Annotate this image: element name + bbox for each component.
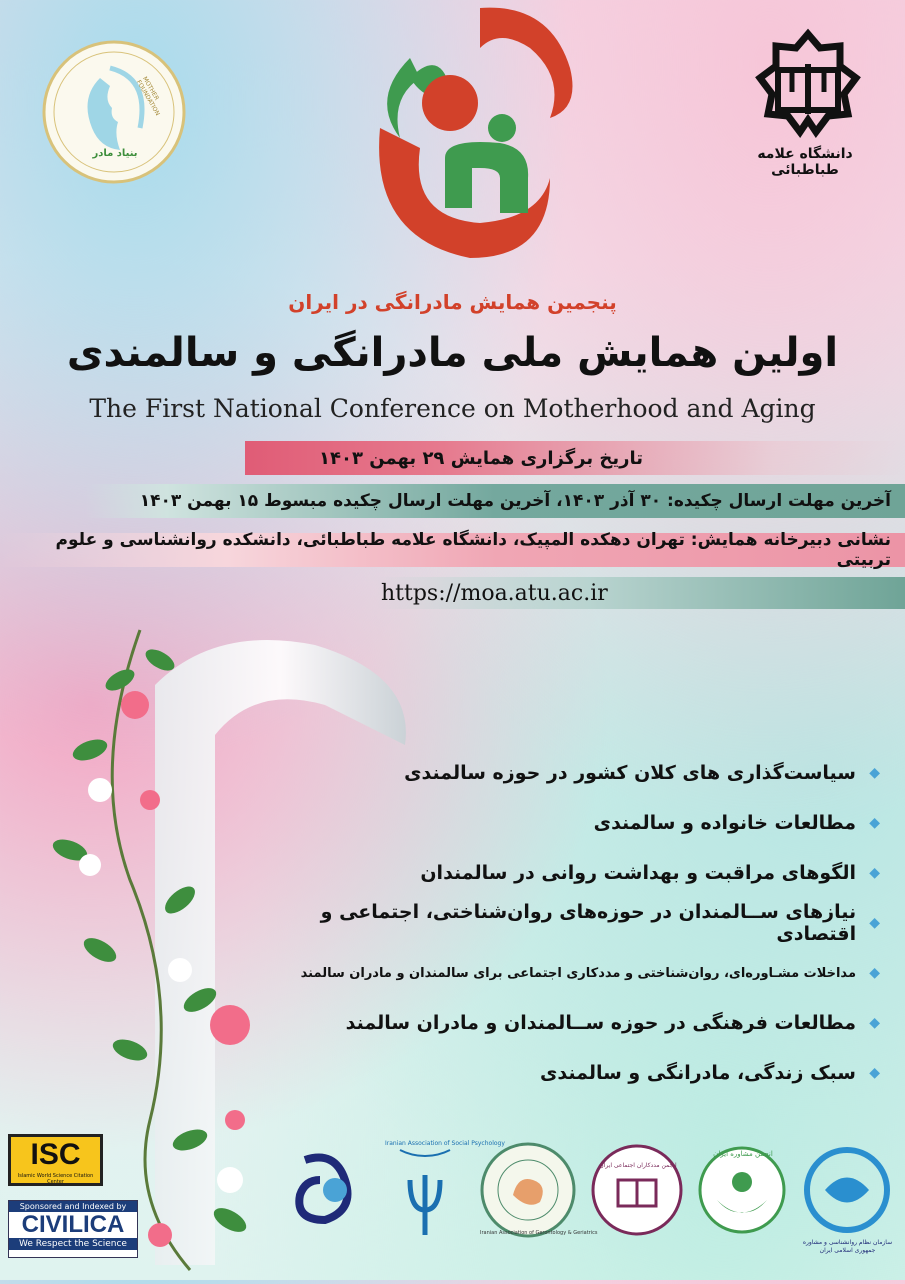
diamond-bullet-icon: ◆ <box>869 865 880 881</box>
conference-logo <box>350 8 590 278</box>
diamond-bullet-icon: ◆ <box>869 915 880 931</box>
mother-foundation-fa: بنیاد مادر <box>92 148 138 159</box>
topic-text: الگوهای مراقبت و بهداشت روانی در سالمندان <box>420 862 856 884</box>
conference-url-link[interactable]: https://moa.atu.ac.ir <box>375 577 905 609</box>
topic-item <box>240 1048 880 1098</box>
gerontology-logo <box>478 1140 598 1240</box>
diamond-bullet-icon: ◆ <box>869 1065 880 1081</box>
topic-text: سبک زندگی، مادرانگی و سالمندی <box>539 1062 856 1084</box>
civilica-bottom-label: We Respect the Science <box>9 1238 137 1250</box>
social-workers-logo <box>590 1140 685 1240</box>
mother-foundation-logo <box>40 38 188 186</box>
psychology-association-logo <box>385 1140 505 1240</box>
topic-item <box>240 748 880 798</box>
social-psychology-logo <box>285 1150 365 1240</box>
gerontology-text: Iranian Association of Gerontology & Geriatrics <box>480 1230 598 1236</box>
diamond-bullet-icon: ◆ <box>869 965 880 981</box>
conference-title-english: The First National Conference on Motherhood and Aging <box>89 394 816 423</box>
topic-text: مداخلات مشـاوره‌ای، روان‌شناختی و مددکاری اجتماعی برای سالمندان و مادران سالمند <box>300 965 856 981</box>
social-workers-text: انجمن مددکاران اجتماعی ایران <box>599 1162 677 1169</box>
topic-item <box>240 848 880 898</box>
topic-item <box>240 898 880 948</box>
conference-date: تاریخ برگزاری همایش ۲۹ بهمن ۱۴۰۳ <box>245 441 905 475</box>
civilica-logo <box>8 1200 138 1258</box>
civilica-label: CIVILICA <box>21 1211 125 1238</box>
diamond-bullet-icon: ◆ <box>869 1015 880 1031</box>
isc-label: ISC <box>30 1138 81 1171</box>
conference-title: اولین همایش ملی مادرانگی و سالمندی <box>66 330 839 376</box>
civilica-top-label: Sponsored and Indexed by <box>9 1201 137 1212</box>
psychology-council-logo <box>795 1145 900 1265</box>
social-psychology-text: Iranian Association of Social Psychology <box>385 1140 505 1147</box>
counseling-association-logo <box>695 1140 790 1240</box>
topics-list <box>240 748 880 1098</box>
university-name: دانشگاه علامه طباطبائی <box>757 146 853 178</box>
abstract-deadline: آخرین مهلت ارسال چکیده: ۳۰ آذر ۱۴۰۳، آخرین مهلت ارسال چکیده مبسوط ۱۵ بهمن ۱۴۰۳ <box>85 484 905 518</box>
diamond-bullet-icon: ◆ <box>869 765 880 781</box>
topic-text: نیازهای ســالمندان در حوزه‌های روان‌شناختی، اجتماعی و اقتصادی <box>320 901 857 945</box>
conference-subtitle: پنجمین همایش مادرانگی در ایران <box>288 290 617 314</box>
isc-logo <box>8 1134 103 1186</box>
topic-item <box>240 998 880 1048</box>
topic-text: سیاست‌گذاری های کلان کشور در حوزه سالمندی <box>404 762 856 784</box>
topic-item <box>240 798 880 848</box>
psychology-council-text: سازمان نظام روانشناسی و مشاوره جمهوری اسلامی ایران <box>802 1239 893 1254</box>
counseling-text: انجمن مشاوره ایران <box>713 1150 773 1158</box>
topic-text: مطالعات فرهنگی در حوزه ســالمندان و مادران سالمند <box>345 1012 856 1034</box>
mother-foundation-en: MOTHER FOUNDATION <box>134 75 161 118</box>
diamond-bullet-icon: ◆ <box>869 815 880 831</box>
topic-item <box>240 948 880 998</box>
isc-sublabel: Islamic World Science Citation Center <box>17 1173 94 1185</box>
topic-text: مطالعات خانواده و سالمندی <box>593 812 856 834</box>
secretariat-address: نشانی دبیرخانه همایش: تهران دهکده المپیک، دانشگاه علامه طباطبائی، دانشکده روانشناسی و علوم تربیتی <box>0 533 905 567</box>
